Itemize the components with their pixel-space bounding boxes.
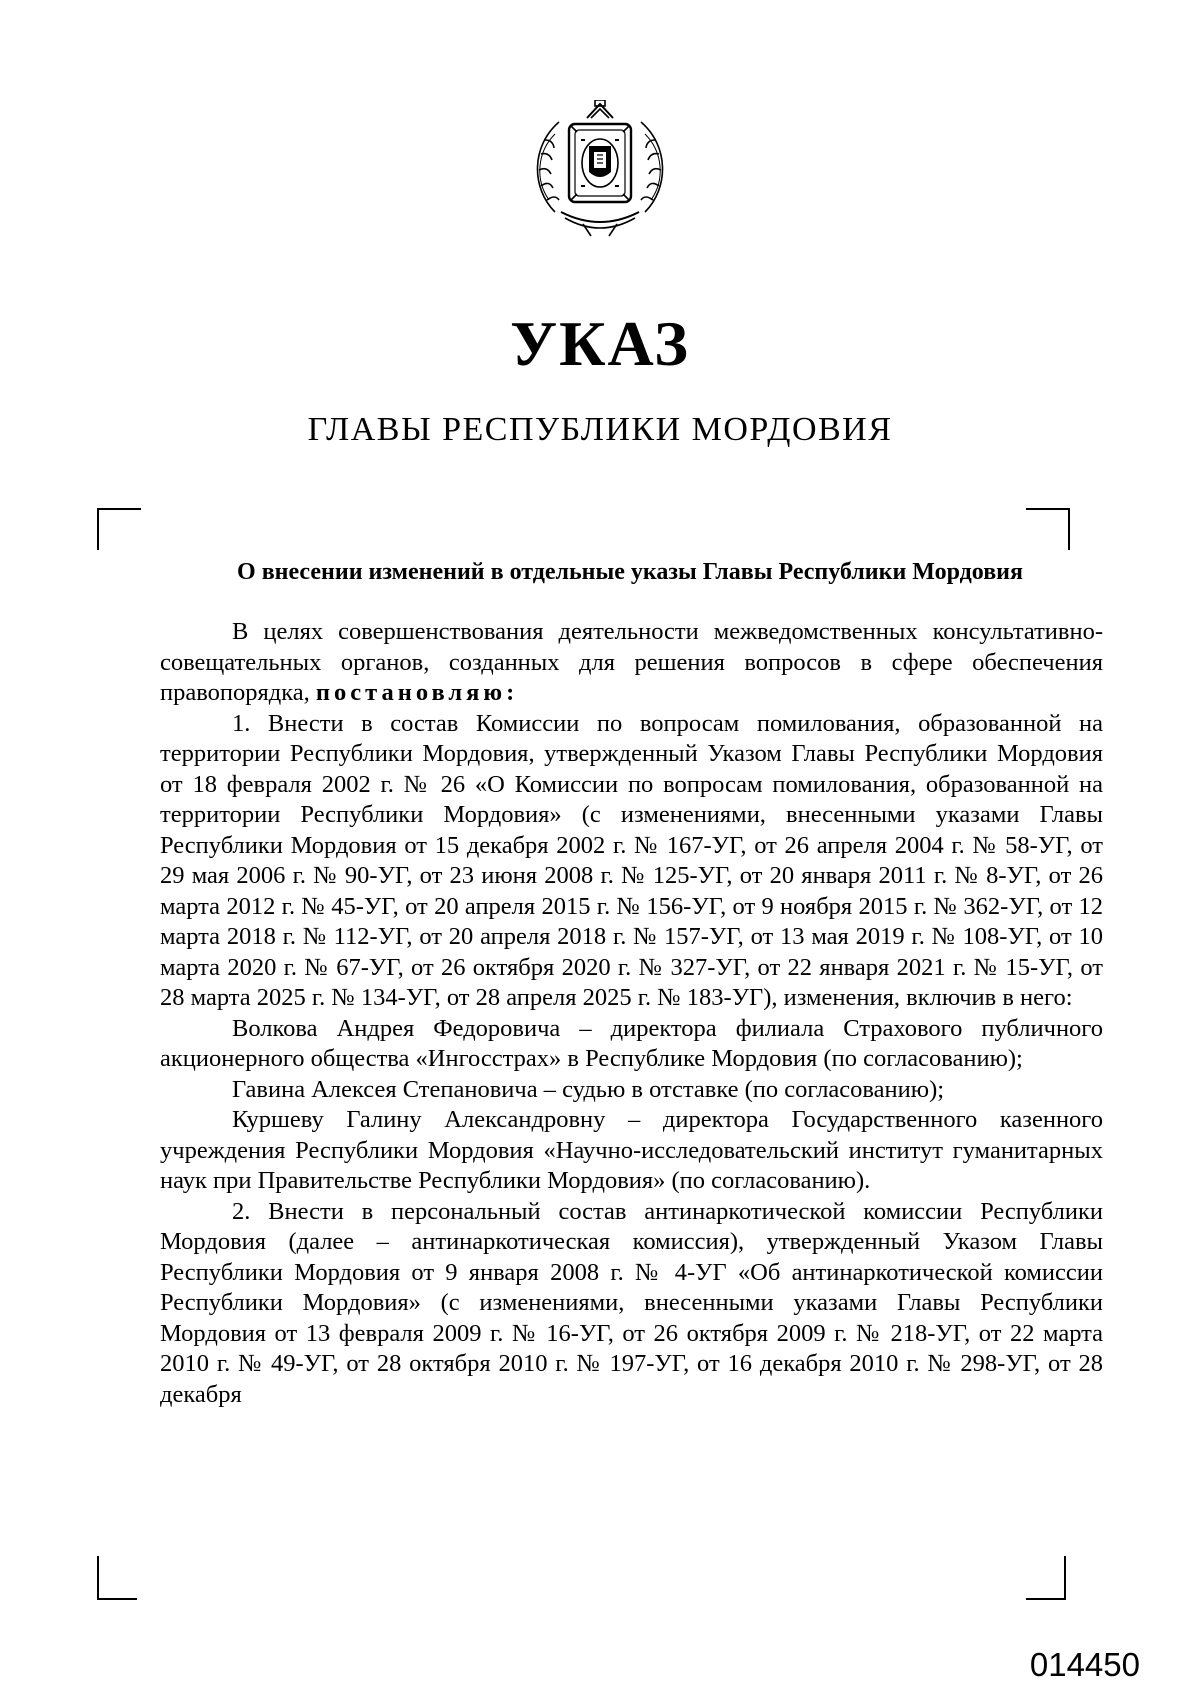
- document-type-title: УКАЗ: [510, 308, 690, 379]
- document-serial-number: 014450: [1029, 1646, 1140, 1683]
- preamble-paragraph: [160, 617, 1103, 709]
- decree-heading: О внесении изменений в отдельные указы Главы Республики Мордовия: [237, 559, 1023, 585]
- member-1-paragraph: Волкова Андрея Федоровича – директора филиала Страхового публичного акционерного общества «Ингосстрах» в Республике Мордовия (по согласованию);: [160, 1014, 1103, 1072]
- item-2-paragraph: 2. Внести в персональный состав антинаркотической комиссии Республики Мордовия (далее – антинаркотическая комиссия), утвержденный Указом Главы Республики Мордовия от 9 января 2008 г. № 4-УГ «Об антинаркотической комиссии Республики Мордовия» (с изменениями, внесенными указами Главы Республики Мордовия от 13 февраля 2009 г. № 16-УГ, от 26 октября 2009 г. № 218-УГ, от 22 марта 2010 г. № 49-УГ, от 28 октября 2010 г. № 197-УГ, от 16 декабря 2010 г. № 298-УГ, от 28 декабря: [160, 1197, 1103, 1408]
- member-3-paragraph: Куршеву Галину Александровну – директора Государственного казенного учреждения Республики Мордовия «Научно-исследовательский институт гуманитарных наук при Правительстве Республики Мордовия» (по согласованию).: [160, 1106, 1103, 1194]
- decree-word: постановляю:: [315, 679, 519, 706]
- coat-of-arms-icon: [525, 100, 675, 240]
- corner-mark-top-right: [1026, 508, 1070, 550]
- decree-body: [160, 617, 1103, 1410]
- issuer-subtitle: ГЛАВЫ РЕСПУБЛИКИ МОРДОВИЯ: [307, 411, 893, 448]
- preamble-text: В целях совершенствования деятельности межведомственных консультативно-совещательных органов, созданных для решения вопросов в сфере обеспечения правопорядка,: [160, 618, 1103, 706]
- corner-mark-bottom-left: [97, 1556, 137, 1600]
- item-1-paragraph: 1. Внести в состав Комиссии по вопросам помилования, образованной на территории Республики Мордовия, утвержденный Указом Главы Республики Мордовия от 18 февраля 2002 г. № 26 «О Комиссии по вопросам помилования, образованной на территории Республики Мордовия» (с изменениями, внесенными указами Главы Республики Мордовия от 15 декабря 2002 г. № 167-УГ, от 26 апреля 2004 г. № 58-УГ, от 29 мая 2006 г. № 90-УГ, от 23 июня 2008 г. № 125-УГ, от 20 января 2011 г. № 8-УГ, от 26 марта 2012 г. № 45-УГ, от 20 апреля 2015 г. № 156-УГ, от 9 ноября 2015 г. № 362-УГ, от 12 марта 2018 г. № 112-УГ, от 20 апреля 2018 г. № 157-УГ, от 13 мая 2019 г. № 108-УГ, от 10 марта 2020 г. № 67-УГ, от 26 октября 2020 г. № 327-УГ, от 22 января 2021 г. № 15-УГ, от 28 марта 2025 г. № 134-УГ, от 28 апреля 2025 г. № 183-УГ), изменения, включив в него:: [160, 709, 1103, 1011]
- member-2-paragraph: Гавина Алексея Степановича – судью в отставке (по согласованию);: [232, 1075, 945, 1103]
- corner-mark-top-left: [97, 508, 141, 550]
- corner-mark-bottom-right: [1026, 1556, 1066, 1600]
